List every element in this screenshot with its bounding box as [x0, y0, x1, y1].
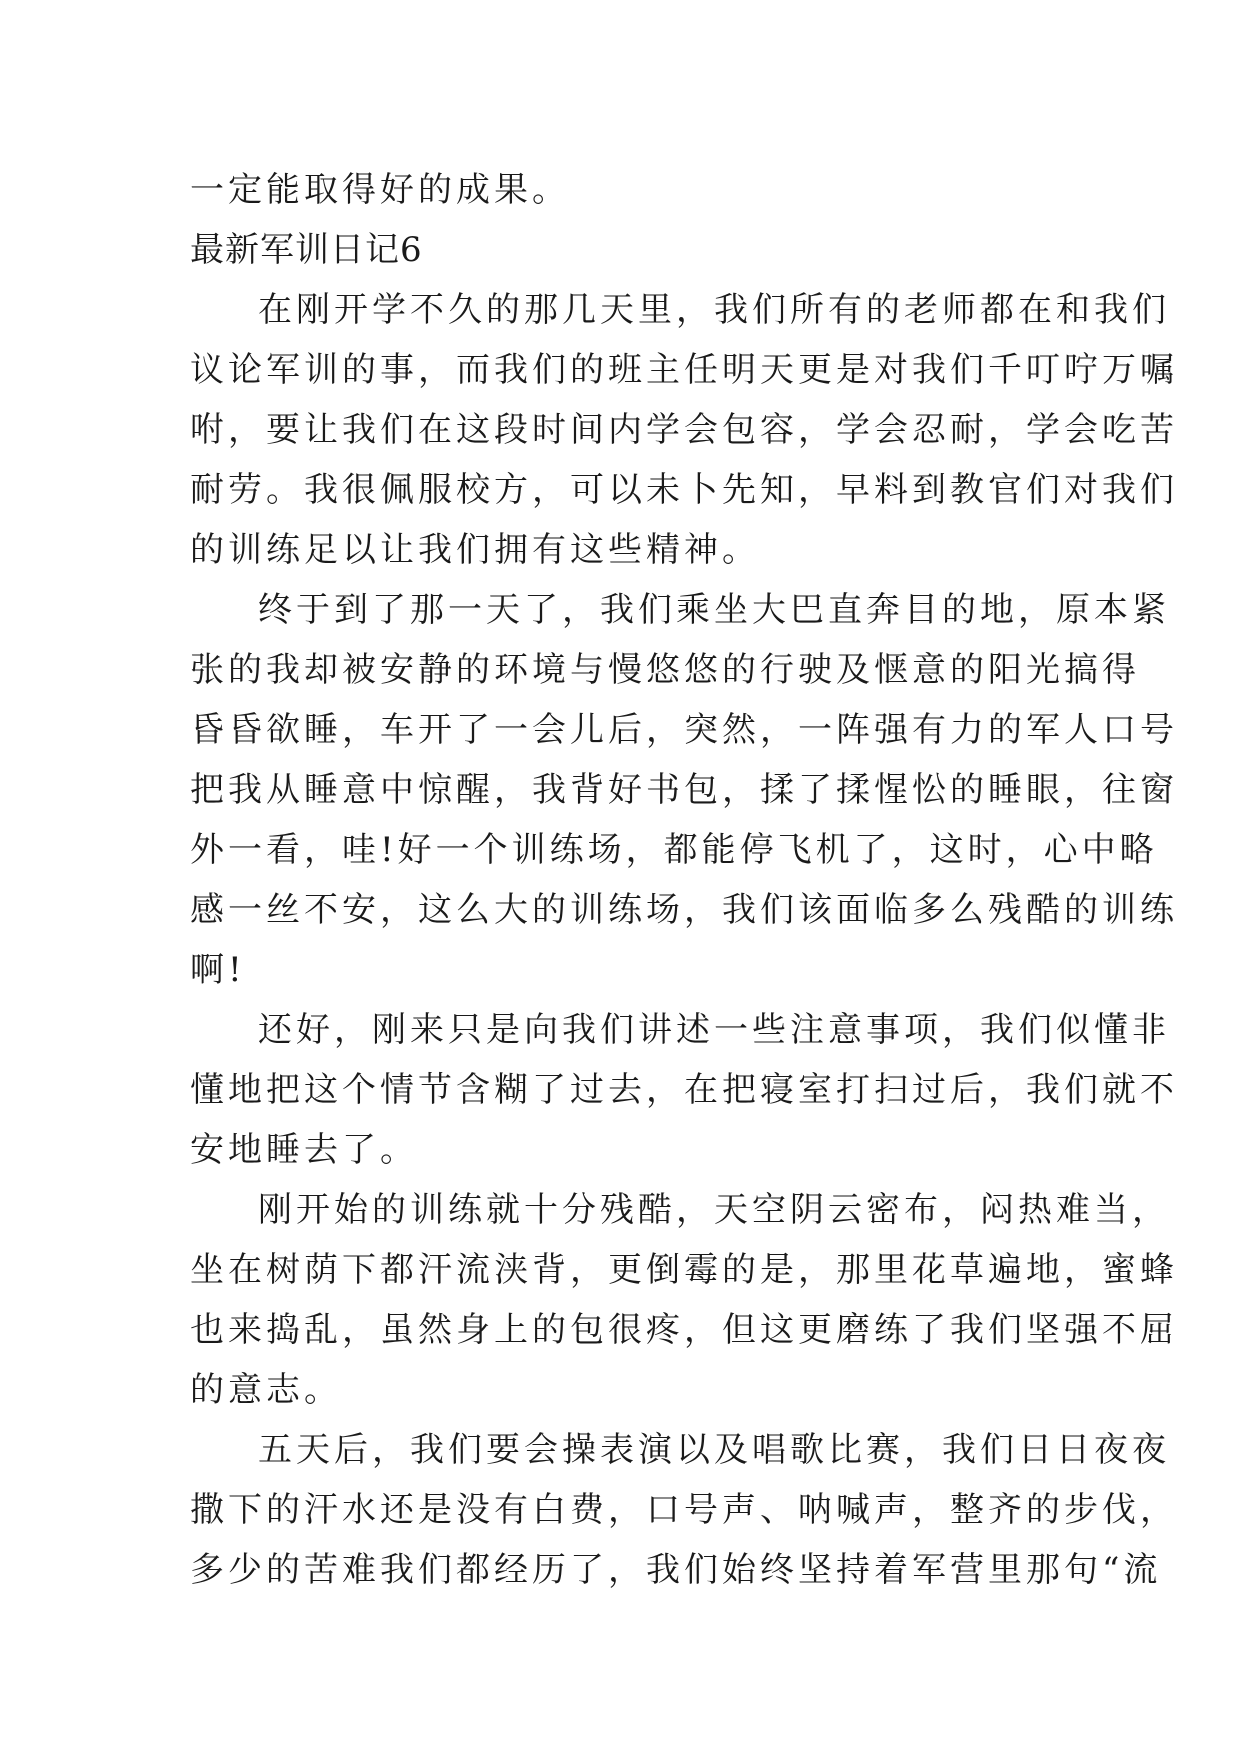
paragraph-line: 咐，要让我们在这段时间内学会包容，学会忍耐，学会吃苦 [190, 410, 1178, 450]
paragraph-line: 议论军训的事，而我们的班主任明天更是对我们千叮咛万嘱 [190, 350, 1178, 390]
paragraph-line: 的意志。 [190, 1370, 342, 1410]
paragraph-4 [190, 1180, 1178, 1420]
paragraph-line: 在刚开学不久的那几天里，我们所有的老师都在和我们 [258, 290, 1170, 330]
section-heading: 最新军训日记6 [190, 230, 423, 270]
paragraph-line: 的训练足以让我们拥有这些精神。 [190, 530, 760, 570]
paragraph-line: 感一丝不安，这么大的训练场，我们该面临多么残酷的训练 [190, 890, 1178, 930]
intro-line: 一定能取得好的成果。 [190, 170, 570, 210]
paragraph-line: 啊! [190, 950, 246, 990]
paragraph-line: 懂地把这个情节含糊了过去，在把寝室打扫过后，我们就不 [190, 1070, 1178, 1110]
paragraph-line: 耐劳。我很佩服校方，可以未卜先知，早料到教官们对我们 [190, 470, 1178, 510]
paragraph-line: 外一看，哇!好一个训练场，都能停飞机了，这时，心中略 [190, 830, 1158, 870]
paragraph-5 [190, 1420, 1178, 1600]
paragraph-line: 五天后，我们要会操表演以及唱歌比赛，我们日日夜夜 [258, 1430, 1170, 1470]
paragraph-line: 还好，刚来只是向我们讲述一些注意事项，我们似懂非 [258, 1010, 1170, 1050]
paragraph-line: 安地睡去了。 [190, 1130, 418, 1170]
paragraph-1 [190, 280, 1178, 580]
paragraph-line: 张的我却被安静的环境与慢悠悠的行驶及惬意的阳光搞得 [190, 650, 1140, 690]
paragraph-2 [190, 580, 1178, 1000]
paragraph-line: 撒下的汗水还是没有白费，口号声、呐喊声，整齐的步伐， [190, 1490, 1178, 1530]
paragraph-line: 刚开始的训练就十分残酷，天空阴云密布，闷热难当， [258, 1190, 1170, 1230]
document-body [190, 160, 1178, 1600]
paragraph-line: 坐在树荫下都汗流浃背，更倒霉的是，那里花草遍地，蜜蜂 [190, 1250, 1178, 1290]
paragraph-3 [190, 1000, 1178, 1180]
paragraph-line: 把我从睡意中惊醒，我背好书包，揉了揉惺忪的睡眼，往窗 [190, 770, 1178, 810]
paragraph-line: 昏昏欲睡，车开了一会儿后，突然，一阵强有力的军人口号 [190, 710, 1178, 750]
paragraph-line: 终于到了那一天了，我们乘坐大巴直奔目的地，原本紧 [258, 590, 1170, 630]
paragraph-line: 多少的苦难我们都经历了，我们始终坚持着军营里那句“流 [190, 1550, 1162, 1590]
paragraph-line: 也来捣乱，虽然身上的包很疼，但这更磨练了我们坚强不屈 [190, 1310, 1178, 1350]
